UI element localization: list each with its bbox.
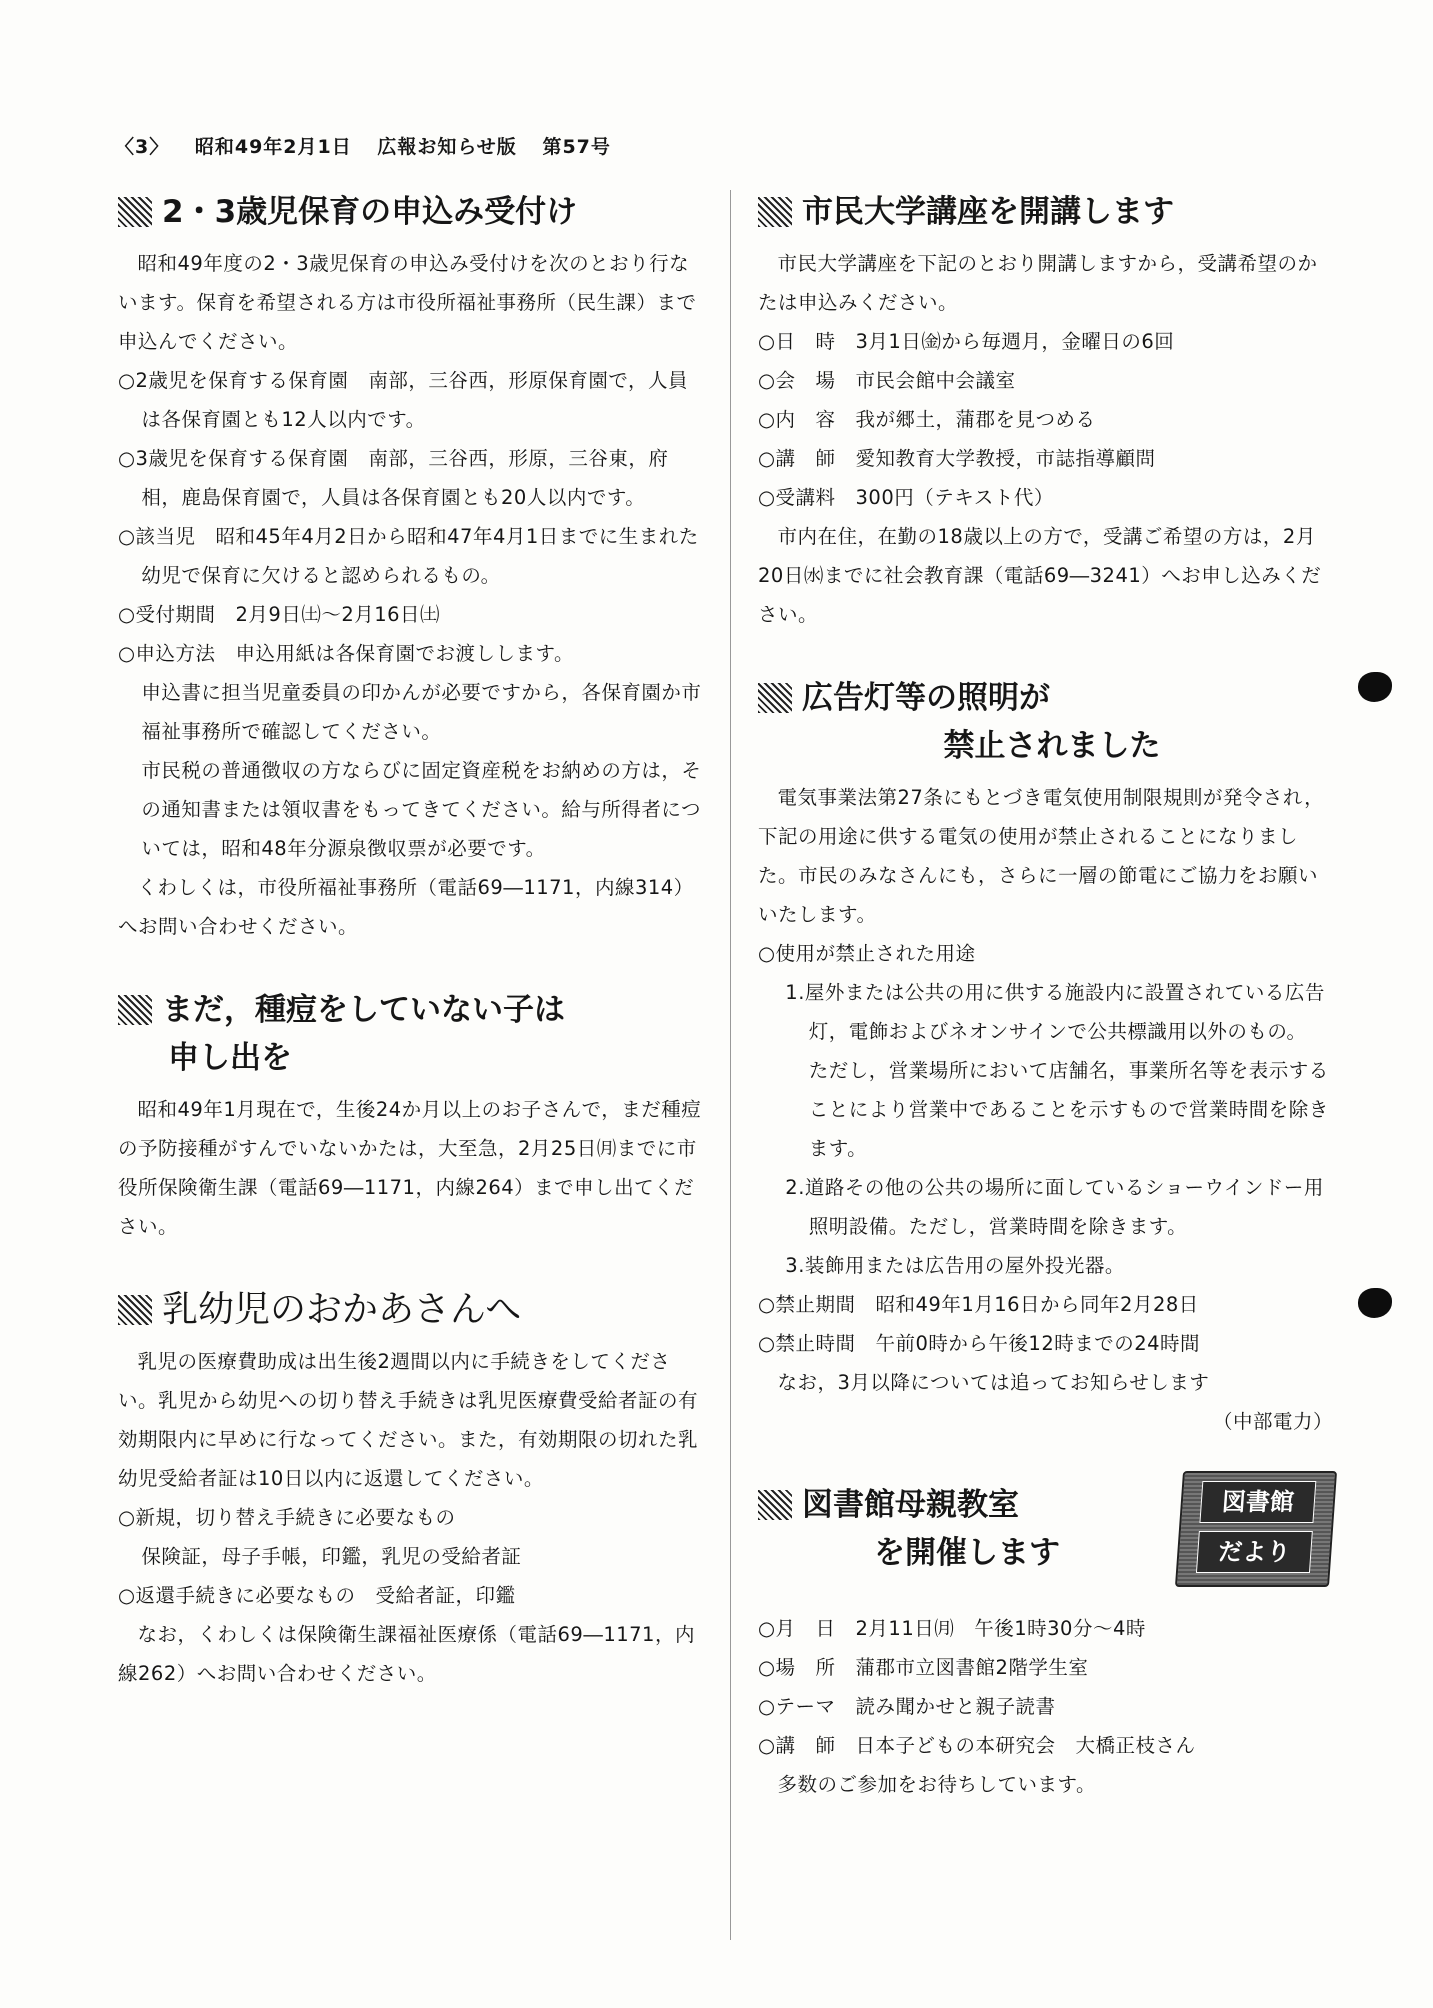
list-item: ○3歳児を保育する保育園 南部，三谷西，形原，三谷東，府相，鹿島保育園で，人員は各保育園とも20人以内です。 [118,447,669,509]
article-heading: 市民大学講座を開講します [758,188,1333,236]
hatch-icon [118,995,152,1025]
list-item: ○禁止時間 午前0時から午後12時までの24時間 [758,1332,1201,1355]
list-item: ○受付期間 2月9日㈯～2月16日㈯ [118,603,441,626]
article-heading: 2・3歳児保育の申込み受付け [118,188,703,236]
issue-date: 昭和49年2月1日 [194,136,352,158]
hatch-icon [758,1490,792,1520]
list-item: ○返還手続きに必要なもの 受給者証，印鑑 [118,1584,516,1607]
article-heading: 図書館母親教室 を開催します [758,1481,1333,1577]
contact-text: なお，くわしくは保険衛生課福祉医療係（電話69―1171，内線262）へお問い合わせください。 [118,1623,695,1685]
list-item: 3.装飾用または広告用の屋外投光器。 [785,1254,1125,1277]
article-mothers [118,1286,703,1693]
list-item: ○場 所 蒲郡市立図書館2階学生室 [758,1656,1089,1679]
article-childcare [118,188,703,946]
hatch-icon [118,1295,152,1325]
article-body: 乳児の医療費助成は出生後2週間以内に手続きをしてください。乳児から幼児への切り替え手続きは乳児医療費受給者証の有効期限内に早めに行なってください。また，有効期限の切れた乳幼児受給者証は10日以内に返還してください。 [118,1350,699,1490]
list-item: ○受講料 300円（テキスト代） [758,486,1054,509]
list-item: ○内 容 我が郷土，蒲郡を見つめる [758,408,1096,431]
list-item: ○申込方法 申込用紙は各保育園でお渡しします。 [118,642,574,665]
hatch-icon [758,683,792,713]
list-item: ○講 師 愛知教育大学教授，市誌指導顧問 [758,447,1156,470]
article-intro: 昭和49年度の2・3歳児保育の申込み受付けを次のとおり行ないます。保育を希望される方は市役所福祉事務所（民生課）まで申込んでください。 [118,252,697,353]
list-item: ○会 場 市民会館中会議室 [758,369,1016,392]
note-text: なお，3月以降については追ってお知らせします [777,1371,1210,1394]
column-divider [730,190,731,1940]
list-item: 2.道路その他の公共の場所に面しているショーウインドー用照明設備。ただし，営業時間を除きます。 [785,1176,1324,1238]
article-heading: まだ，種痘をしていない子は 申し出を [118,986,703,1082]
closing-text: 多数のご参加をお待ちしています。 [777,1773,1096,1796]
page-number: 〈3〉 [115,136,170,158]
list-item: ○該当児 昭和45年4月2日から昭和47年4月1日までに生まれた幼児で保育に欠けると認められるもの。 [118,525,699,587]
list-item: ○禁止期間 昭和49年1月16日から同年2月28日 [758,1293,1199,1316]
issue-number: 第57号 [542,136,611,158]
list-item: ○日 時 3月1日㈮から毎週月，金曜日の6回 [758,330,1175,353]
article-body: 昭和49年1月現在で，生後24か月以上のお子さんで，まだ種痘の予防接種がすんでいないかたは，大至急，2月25日㈪までに市役所保険衛生課（電話69―1171，内線264）まで申し出てください。 [118,1098,702,1238]
list-item: 1.屋外または公共の用に供する施設内に設置されている広告灯，電飾およびネオンサインで公共標識用以外のもの。 [785,981,1325,1043]
publication-name: 広報お知らせ版 [377,136,517,158]
hatch-icon [118,197,152,227]
left-column [118,188,703,1693]
article-intro: 電気事業法第27条にもとづき電気使用制限規則が発令され，下記の用途に供する電気の使用が禁止されることになりました。市民のみなさんにも，さらに一層の節電にご協力をお願いいたします。 [758,786,1325,926]
list-label: ○使用が禁止された用途 [758,942,976,965]
source-text: （中部電力） [1212,1410,1333,1433]
list-item-detail: 申込書に担当児童委員の印かんが必要ですから，各保育園か市福祉事務所で確認してください。 [141,681,702,743]
ink-blot [1358,672,1392,702]
article-vaccination [118,986,703,1246]
article-intro: 市民大学講座を下記のとおり開講しますから，受講希望のかたは申込みください。 [758,252,1318,314]
list-item: ○テーマ 読み聞かせと親子読書 [758,1695,1056,1718]
list-item: ○講 師 日本子どもの本研究会 大橋正枝さん [758,1734,1196,1757]
right-column [758,188,1333,1804]
article-university [758,188,1333,634]
article-heading: 乳幼児のおかあさんへ [118,1286,703,1334]
hatch-icon [758,197,792,227]
contact-text: くわしくは，市役所福祉事務所（電話69―1171，内線314）へお問い合わせください。 [118,876,694,938]
list-item: ○新規，切り替え手続きに必要なもの [118,1506,456,1529]
list-item: ○月 日 2月11日㈪ 午後1時30分～4時 [758,1617,1146,1640]
article-library [758,1481,1333,1804]
list-item: ○2歳児を保育する保育園 南部，三谷西，形原保育園で，人員は各保育園とも12人以内です。 [118,369,689,431]
list-item-detail: ただし，営業場所において店舗名，事業所名等を表示することにより営業中であることを示すもので営業時間を除きます。 [808,1059,1329,1160]
library-news-badge: 図書館 だより [1175,1471,1337,1587]
article-heading: 広告灯等の照明が 禁止されました [758,674,1333,770]
contact-text: 市内在住，在勤の18歳以上の方で，受講ご希望の方は，2月20日㈬までに社会教育課（電話69―3241）へお申し込みください。 [758,525,1322,626]
list-item-detail: 保険証，母子手帳，印鑑，乳児の受給者証 [141,1545,522,1568]
list-item-detail: 市民税の普通徴収の方ならびに固定資産税をお納めの方は，その通知書または領収書をもってきてください。給与所得者については，昭和48年分源泉徴収票が必要です。 [141,759,702,860]
ink-blot [1358,1288,1392,1318]
page-header [115,132,629,159]
article-lighting [758,674,1333,1441]
